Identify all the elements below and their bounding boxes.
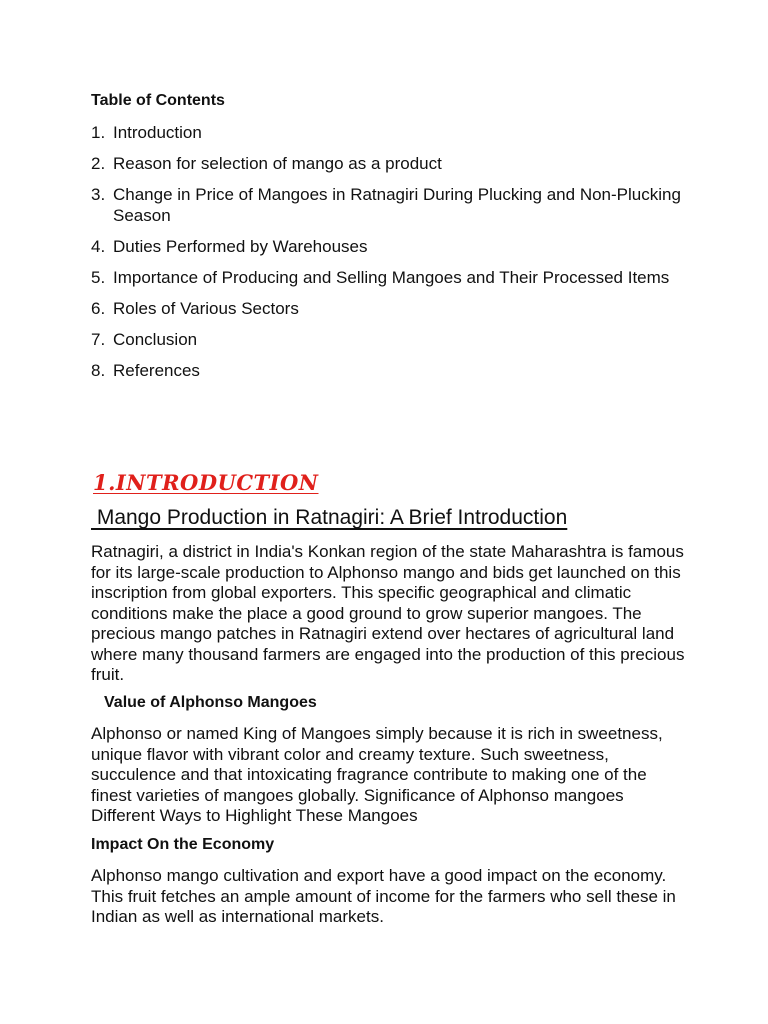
toc-item-number: 5. [91,268,106,287]
toc-item-label: Conclusion [113,330,198,349]
toc-heading: Table of Contents [91,92,225,109]
toc-list [91,122,681,391]
toc-item-number: 6. [91,299,106,318]
impact-heading: Impact On the Economy [91,836,275,853]
toc-item-label: Reason for selection of mango as a product [113,154,442,173]
section-subtitle: Mango Production in Ratnagiri: A Brief Introduction [91,506,568,529]
toc-item [91,329,681,350]
toc-item [91,267,681,288]
toc-item-label: References [113,361,200,380]
toc-item-number: 7. [91,330,106,349]
toc-item-label: Change in Price of Mangoes in Ratnagiri During Plucking and Non-Plucking Season [113,185,681,225]
toc-item-label: Duties Performed by Warehouses [113,237,368,256]
toc-item [91,236,681,257]
intro-paragraph: Ratnagiri, a district in India's Konkan region of the state Maharashtra is famous for its large-scale production to Alphonso mango and bids get launched on this inscription from global exporters. This specific geographical and climatic conditions make the place a good ground to grow superior mangoes. The precious mango patches in Ratnagiri extend over hectares of agricultural land where many thousand farmers are engaged into the production of this precious fruit. [91,542,685,684]
toc-item-number: 2. [91,154,106,173]
toc-item-number: 8. [91,361,106,380]
toc-item-label: Roles of Various Sectors [113,299,299,318]
impact-paragraph: Alphonso mango cultivation and export have a good impact on the economy. This fruit fetches an ample amount of income for the farmers who sell these in Indian as well as international markets. [91,866,676,926]
toc-item [91,298,681,319]
toc-item-number: 1. [91,123,106,142]
section-heading: 1.INTRODUCTION [93,470,319,495]
toc-item-number: 4. [91,237,106,256]
toc-item [91,122,681,143]
toc-item-label: Introduction [113,123,202,142]
value-paragraph: Alphonso or named King of Mangoes simply because it is rich in sweetness, unique flavor with vibrant color and creamy texture. Such sweetness, succulence and that intoxicating fragrance contribute to making one of the finest varieties of mangoes globally. Significance of Alphonso mangoes Different Ways to Highlight These Mangoes [91,724,663,825]
toc-item-label: Importance of Producing and Selling Mangoes and Their Processed Items [113,268,670,287]
value-heading: Value of Alphonso Mangoes [104,694,317,711]
toc-item [91,153,681,174]
toc-item [91,184,681,226]
toc-item-number: 3. [91,185,106,204]
toc-item [91,360,681,381]
